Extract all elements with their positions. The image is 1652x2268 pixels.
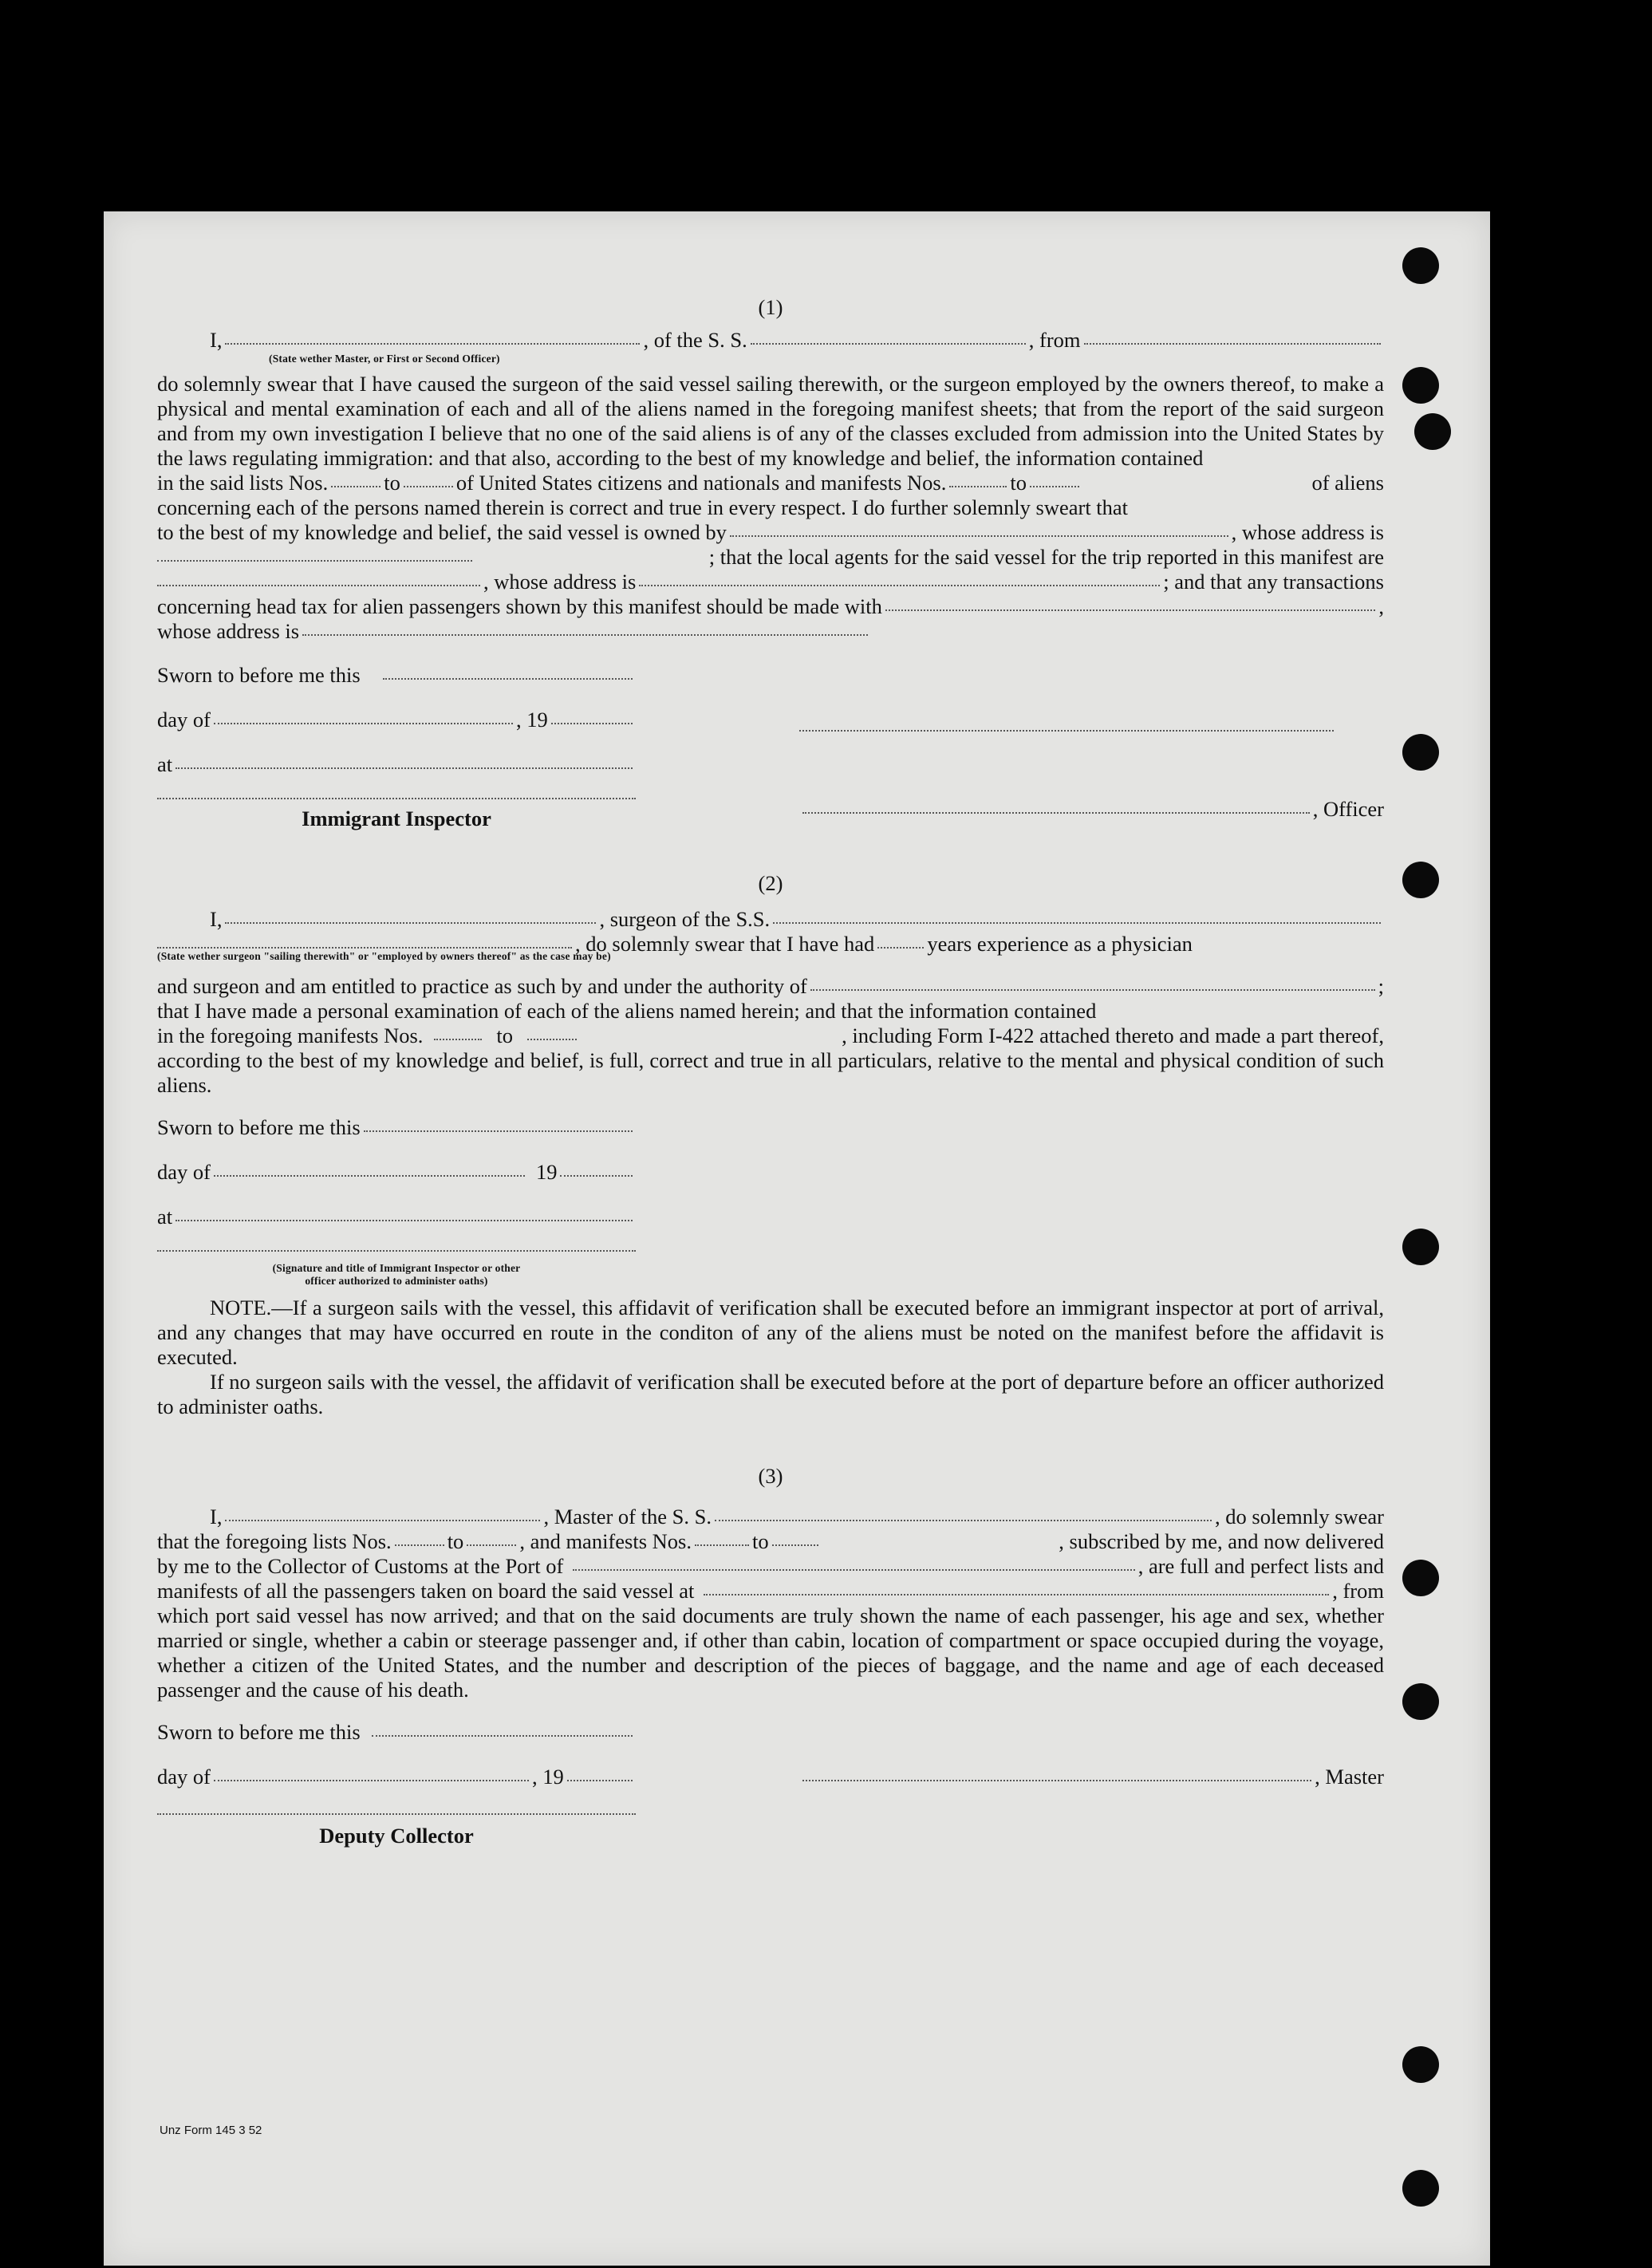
blank-field[interactable]	[802, 1779, 1311, 1781]
blank-field[interactable]	[434, 1038, 482, 1040]
text: in the said lists Nos.	[157, 471, 329, 495]
blank-field[interactable]	[404, 485, 453, 487]
s2-sworn-line	[157, 1115, 636, 1140]
text: to	[496, 1024, 514, 1047]
text: ; that the local agents for the said vessel for the trip reported in this manifest are	[708, 545, 1384, 569]
text: at	[157, 1205, 173, 1229]
text: , from	[1332, 1579, 1384, 1603]
s1-officer-line	[636, 797, 1384, 822]
text: years experience as a physician	[927, 932, 1193, 956]
text: , Master of the S. S.	[543, 1505, 712, 1528]
s1-i-label: I,	[210, 328, 223, 352]
blank-field[interactable]	[225, 342, 640, 345]
text: to	[751, 1529, 769, 1553]
s1-line-1	[157, 328, 1384, 353]
s1-whose-line	[157, 619, 871, 644]
form-number: Unz Form 145 3 52	[160, 2124, 262, 2137]
s3-master-line	[636, 1765, 1384, 1789]
note-paragraph-1: NOTE.—If a surgeon sails with the vessel, this affidavit of verification shall be executed before an immigrant inspector at port of arrival, and any changes that may have occurred en route in the conditon of any of the aliens must be noted on the manifest before the affidavit is executed.	[157, 1296, 1384, 1369]
s1-caption: (State wether Master, or First or Second Officer)	[269, 353, 500, 365]
text: in the foregoing manifests Nos.	[157, 1024, 424, 1047]
blank-field[interactable]	[639, 584, 1160, 586]
text: , whose address is	[1231, 520, 1384, 544]
blank-field[interactable]	[1030, 485, 1079, 487]
text: Sworn to before me this	[157, 1115, 361, 1139]
blank-field[interactable]	[695, 1544, 749, 1546]
text: to	[384, 471, 400, 495]
punch-hole	[1402, 862, 1439, 898]
s3-line-1	[157, 1505, 1384, 1529]
text: concerning head tax for alien passengers shown by this manifest should be made with	[157, 594, 882, 618]
blank-field[interactable]	[157, 1812, 636, 1815]
blank-field[interactable]	[949, 485, 1007, 487]
blank-field[interactable]	[331, 485, 380, 487]
blank-field[interactable]	[467, 1544, 516, 1546]
blank-field[interactable]	[157, 1249, 636, 1252]
text: , 19	[515, 708, 548, 732]
s2-day-line	[157, 1160, 636, 1185]
text: I,	[210, 1505, 223, 1528]
punch-hole	[1402, 247, 1439, 284]
blank-field[interactable]	[551, 722, 633, 724]
blank-field[interactable]	[383, 677, 633, 680]
text: day of	[157, 1160, 211, 1184]
s3-paragraph-1: which port said vessel has now arrived; and that on the said documents are truly shown the name of each passenger, his age and sex, whether married or single, whether a cabin or steerage passenger and, if other than cabin, location of compartment or space occupied during the voyage, whether a citizen of the United States, and the number and description of the pieces of baggage, and the name and age of each deceased passenger and the cause of his death.	[157, 1603, 1384, 1702]
text: , subscribed by me, and now delivered	[1059, 1529, 1384, 1553]
s1-owned-line	[157, 520, 1384, 545]
blank-field[interactable]	[560, 1174, 633, 1177]
s2-line-1	[157, 907, 1384, 932]
s3-line-3	[157, 1554, 1384, 1579]
punch-hole	[1402, 1683, 1439, 1720]
blank-field[interactable]	[810, 988, 1375, 991]
blank-field[interactable]	[527, 1038, 577, 1040]
note-paragraph-2: If no surgeon sails with the vessel, the affidavit of verification shall be executed before at the port of departure before an officer authorized to administer oaths.	[157, 1370, 1384, 1418]
punch-hole	[1402, 2170, 1439, 2207]
s2-at-line	[157, 1205, 636, 1229]
text: of aliens	[1311, 471, 1384, 495]
section-2-number: (2)	[758, 871, 783, 895]
s2-manifests-line	[157, 1024, 1384, 1048]
text: of United States citizens and nationals and manifests Nos.	[455, 471, 947, 495]
blank-field[interactable]	[157, 584, 480, 586]
blank-field[interactable]	[175, 1219, 633, 1221]
s3-line-2	[157, 1529, 1384, 1554]
text: , 19	[531, 1765, 564, 1789]
text: that the foregoing lists Nos.	[157, 1529, 392, 1553]
s3-sworn-line	[157, 1720, 636, 1745]
punch-hole	[1402, 2046, 1439, 2083]
text: day of	[157, 708, 211, 732]
text: , surgeon of the S.S.	[599, 907, 771, 931]
section-1-number: (1)	[758, 295, 783, 319]
blank-field[interactable]	[877, 946, 924, 949]
text: to	[1010, 471, 1027, 495]
s1-paragraph-1: do solemnly swear that I have caused the surgeon of the said vessel sailing therewith, or the surgeon employed by the owners thereof, to make a physical and mental examination of each and all of the aliens named in the foregoing manifest sheets; that from the report of the said surgeon and from my own investigation I believe that no one of the said aliens is of any of the classes excluded from admission into the United States by the laws regulating immigration: and that also, according to the best of my knowledge and belief, the information contained	[157, 372, 1384, 470]
text: , Master	[1315, 1765, 1384, 1789]
text: day of	[157, 1765, 211, 1789]
text: at	[157, 752, 173, 776]
s2-paragraph-1: that I have made a personal examination of each of the aliens named herein; and that the information contained	[157, 999, 1097, 1023]
immigrant-inspector-label: Immigrant Inspector	[302, 807, 491, 830]
blank-field[interactable]	[302, 633, 868, 636]
section-3-number: (3)	[758, 1464, 783, 1488]
blank-field[interactable]	[730, 534, 1228, 537]
blank-field[interactable]	[773, 921, 1381, 924]
text: , including Form I-422 attached thereto and made a part thereof,	[842, 1024, 1384, 1047]
blank-field[interactable]	[751, 342, 1026, 345]
text: ;	[1378, 974, 1384, 998]
s2-caption: (State wether surgeon "sailing therewith" or "employed by owners thereof" as the case may be)	[157, 950, 611, 962]
punch-hole	[1402, 367, 1439, 404]
blank-field[interactable]	[573, 1568, 1134, 1571]
blank-field[interactable]	[157, 946, 572, 949]
text: I,	[210, 907, 223, 931]
signature-caption-2: officer authorized to administer oaths)	[305, 1275, 488, 1287]
punch-hole	[1414, 413, 1451, 450]
blank-field[interactable]	[157, 797, 636, 799]
text: to the best of my knowledge and belief, the said vessel is owned by	[157, 520, 727, 544]
s1-agents-line	[157, 545, 1384, 570]
punch-hole	[1402, 1229, 1439, 1265]
blank-field[interactable]	[772, 1544, 818, 1546]
s2-paragraph-2: according to the best of my knowledge and belief, is full, correct and true in all particulars, relative to the mental and physical condition of such aliens.	[157, 1048, 1384, 1097]
text: whose address is	[157, 619, 300, 643]
s1-paragraph-2: concerning each of the persons named therein is correct and true in every respect. I do further solemnly sweart that	[157, 495, 1129, 519]
blank-field[interactable]	[1084, 342, 1381, 345]
blank-field[interactable]	[214, 1779, 529, 1781]
text: , Officer	[1312, 797, 1384, 821]
affidavit-content	[157, 295, 1384, 1848]
blank-field[interactable]	[372, 1734, 633, 1737]
s1-at-line	[157, 752, 636, 777]
text: and surgeon and am entitled to practice as such by and under the authority of	[157, 974, 807, 998]
text: ,	[1378, 594, 1384, 618]
s2-authority-line	[157, 974, 1384, 999]
s1-from-label: , from	[1028, 328, 1081, 352]
blank-field[interactable]	[704, 1593, 1329, 1595]
blank-field[interactable]	[364, 1130, 633, 1132]
signature-caption-1: (Signature and title of Immigrant Inspector or other	[272, 1262, 521, 1274]
text: , whose address is	[483, 570, 637, 594]
blank-field[interactable]	[175, 767, 633, 769]
s1-address-line	[157, 570, 1384, 594]
s3-day-line	[157, 1765, 636, 1789]
blank-field[interactable]	[715, 1519, 1212, 1521]
punch-hole	[1402, 1560, 1439, 1596]
text: 19	[535, 1160, 558, 1184]
blank-field[interactable]	[395, 1544, 444, 1546]
text: , do solemnly swear that I have had	[575, 932, 875, 956]
blank-field[interactable]	[225, 1519, 540, 1521]
text: to	[447, 1529, 464, 1553]
blank-field[interactable]	[214, 1174, 525, 1177]
text: , do solemnly swear	[1215, 1505, 1384, 1528]
s1-sworn-line	[157, 663, 636, 688]
text: Sworn to before me this	[157, 663, 361, 687]
s1-day-line	[157, 708, 636, 732]
document-page	[104, 211, 1490, 2266]
s1-ship-label: , of the S. S.	[643, 328, 747, 352]
text: ; and that any transactions	[1163, 570, 1384, 594]
s3-line-4	[157, 1579, 1384, 1603]
s1-lists-line	[157, 471, 1384, 495]
text: , and manifests Nos.	[519, 1529, 692, 1553]
blank-field[interactable]	[225, 921, 596, 924]
blank-field[interactable]	[214, 722, 513, 724]
text: Sworn to before me this	[157, 1720, 361, 1744]
text: , are full and perfect lists and	[1137, 1554, 1384, 1578]
text: manifests of all the passengers taken on board the said vessel at	[157, 1579, 695, 1603]
blank-field[interactable]	[567, 1779, 633, 1781]
text: by me to the Collector of Customs at the Port of	[157, 1554, 564, 1578]
deputy-collector-label: Deputy Collector	[319, 1824, 474, 1848]
blank-field[interactable]	[802, 811, 1310, 814]
blank-field[interactable]	[885, 609, 1376, 611]
blank-field[interactable]	[799, 729, 1334, 732]
punch-hole	[1402, 734, 1439, 771]
blank-field[interactable]	[157, 559, 472, 562]
s1-headtax-line	[157, 594, 1384, 619]
